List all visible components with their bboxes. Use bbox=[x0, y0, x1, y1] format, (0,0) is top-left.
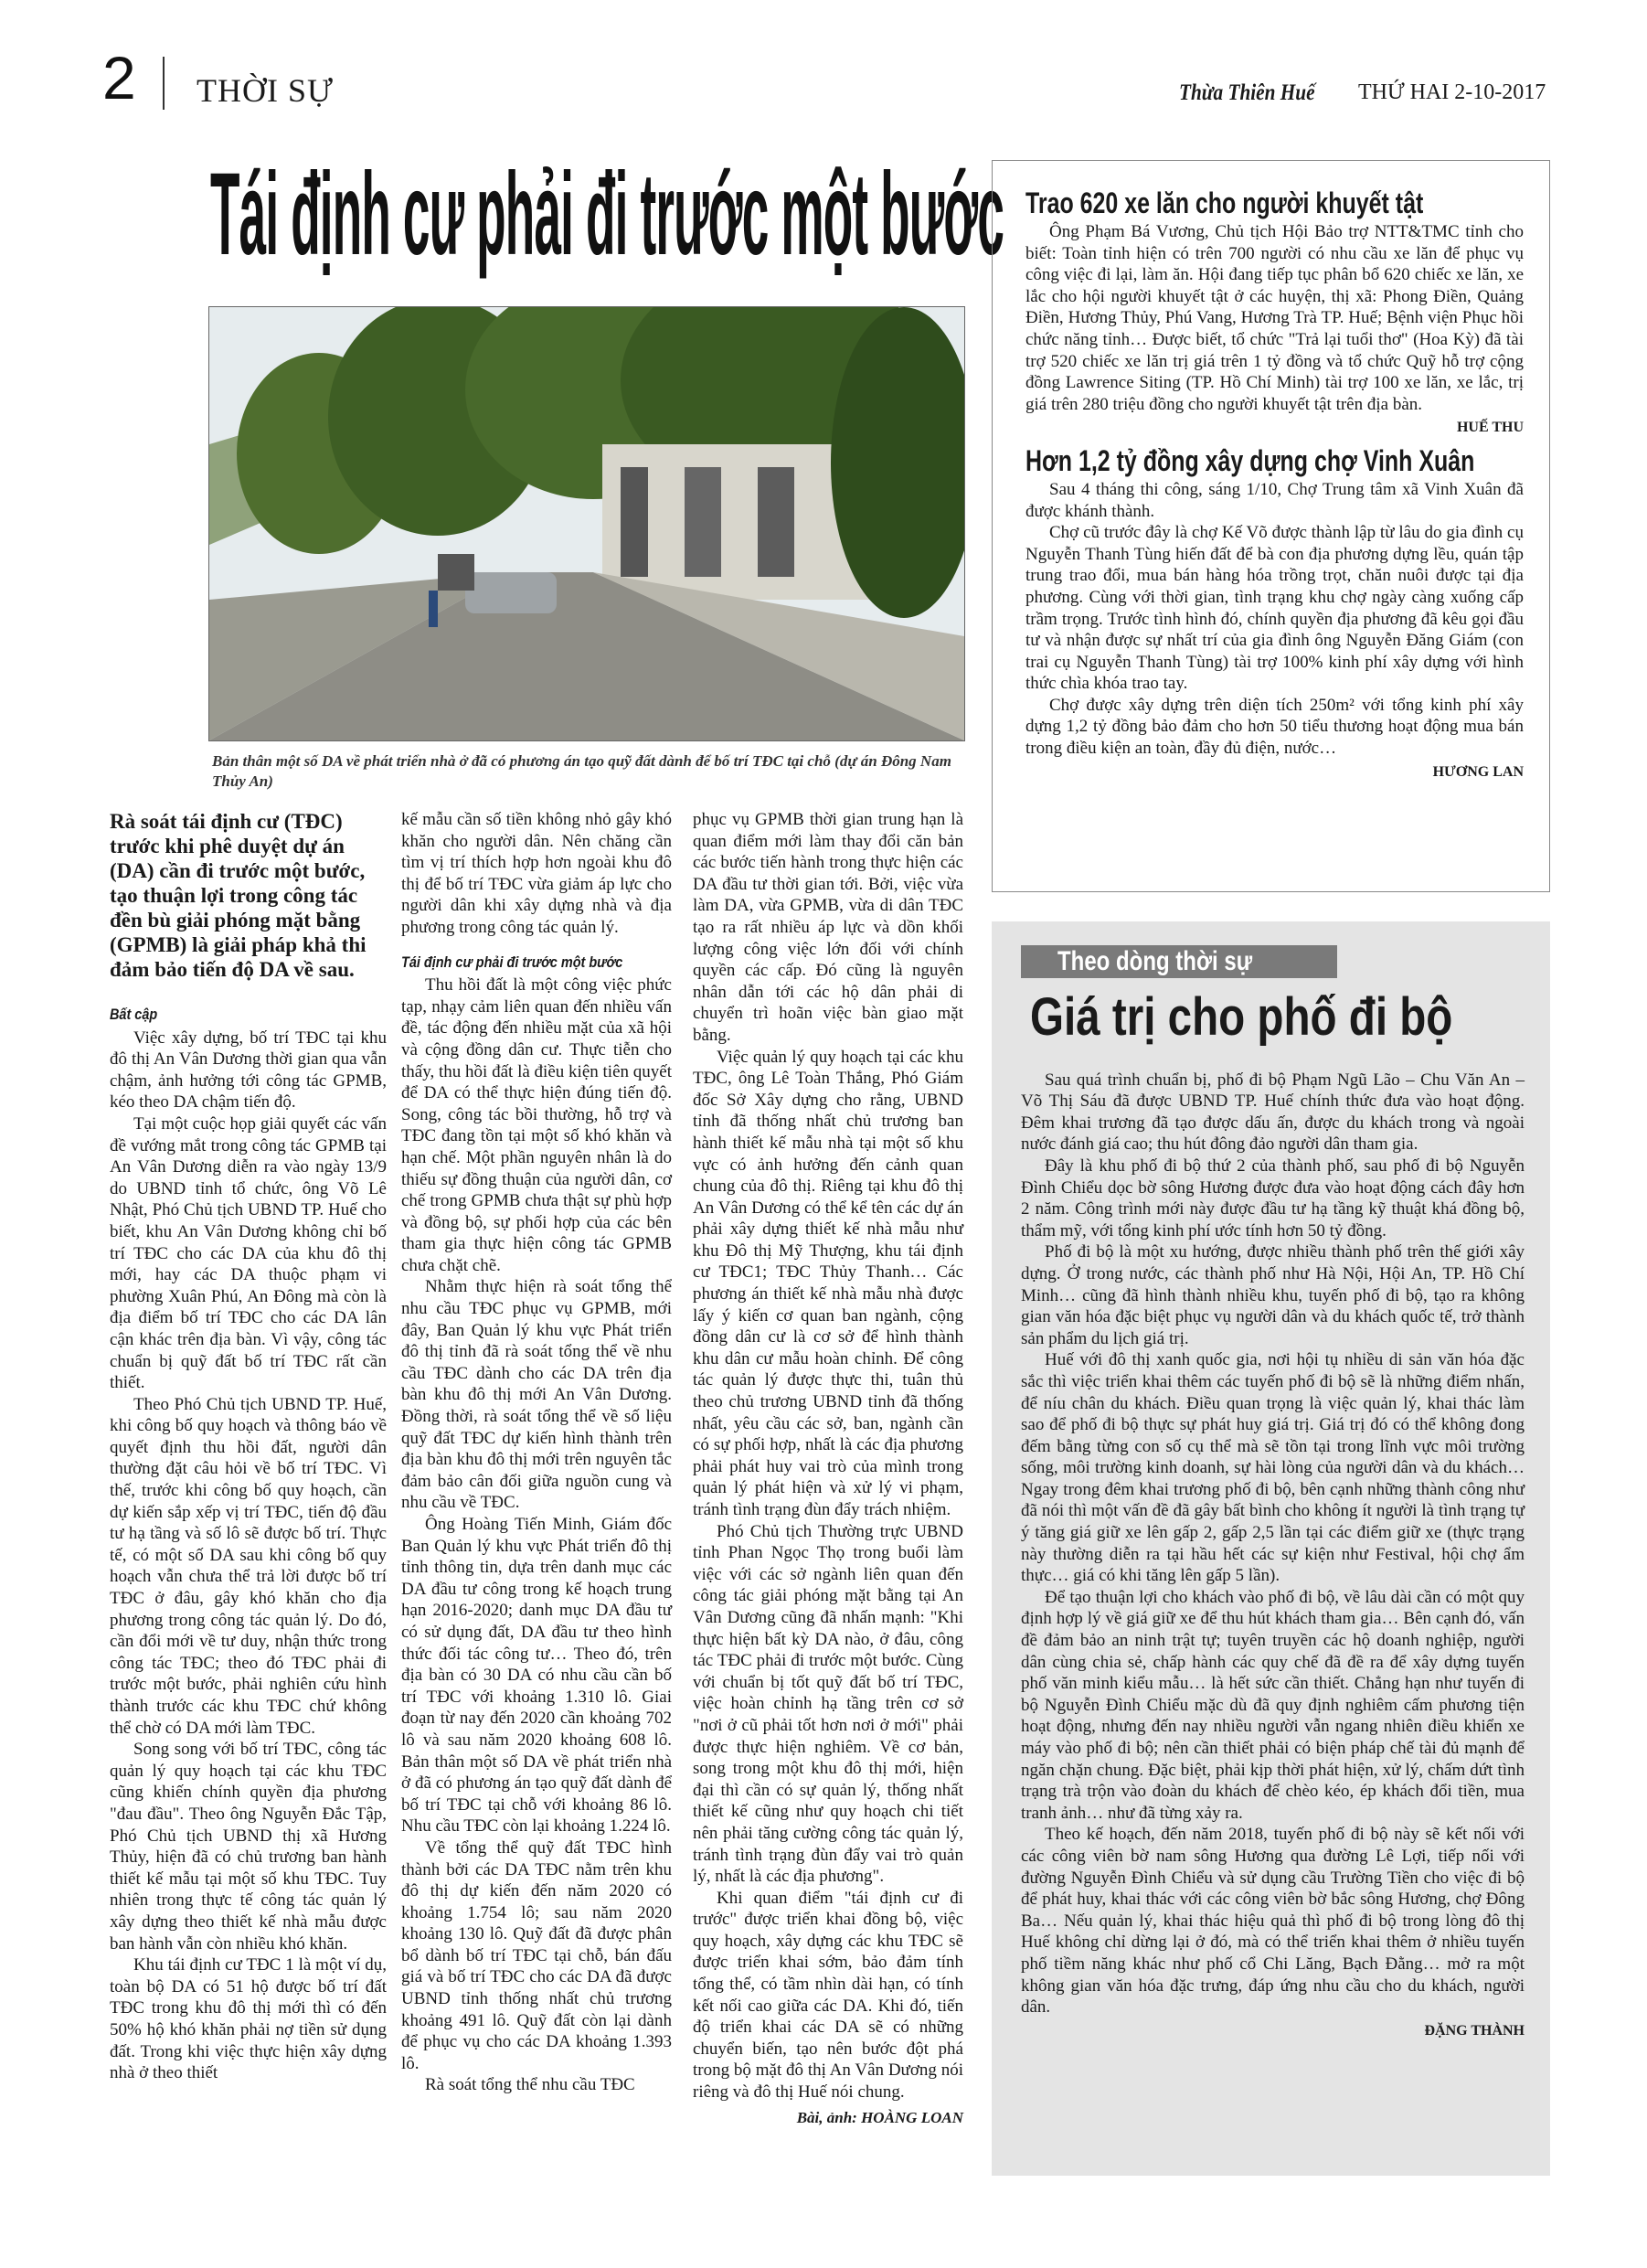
paragraph: Việc xây dựng, bố trí TĐC tại khu đô thị An Vân Dương thời gian qua vẫn chậm, ảnh hưởng tới công tác GPMB, kéo theo DA chậm tiến độ. bbox=[110, 1028, 387, 1113]
paragraph: Đây là khu phố đi bộ thứ 2 của thành phố, sau phố đi bộ Nguyễn Đình Chiểu dọc bờ sông Hương được đưa vào hoạt động cách đây hơn 2 năm. Công trình mới này được đầu tư hạ tầng kỹ thuật khá đồng bộ, thẩm mỹ, với tổng kinh phí ước tính hơn 50 tỷ đồng. bbox=[1021, 1155, 1525, 1240]
paragraph: Chợ cũ trước đây là chợ Kế Võ được thành lập từ lâu do gia đình cụ Nguyễn Thanh Tùng hiến đất để bà con địa phương dựng lều, quán tập trung trao đổi, mua bán hàng hóa trồng trọt, chăn nuôi được tại địa phương. Cùng với thời gian, tình trạng khu chợ ngày càng xuống cấp trầm trọng. Trước tình hình đó, chính quyền địa phương đã kêu gọi đầu tư và nhận được sự nhất trí của gia đình ông Nguyễn Đăng Giám (con trai cụ Nguyễn Thanh Tùng) tài trợ 100% kinh phí xây dựng với hình thức chìa khóa trao tay. bbox=[1025, 523, 1524, 694]
photo-caption: Bản thân một số DA về phát triển nhà ở đã có phương án tạo quỹ đất dành để bố trí TĐC tại chỗ (dự án Đông Nam Thủy An) bbox=[212, 752, 951, 790]
header-divider bbox=[163, 57, 165, 110]
banner-label: Theo dòng thời sự bbox=[1057, 946, 1253, 976]
article-byline: Bài, ảnh: HOÀNG LOAN bbox=[796, 2108, 963, 2126]
main-headline: Tái định cư phải đi trước một bước bbox=[210, 149, 1004, 280]
column-banner bbox=[1021, 945, 1337, 978]
paragraph: Sau quá trình chuẩn bị, phố đi bộ Phạm Ngũ Lão – Chu Văn An – Võ Thị Sáu đã được UBND TP. Huế chính thức đưa vào hoạt động. Đêm khai trương đã tạo được dấu ấn, được du khách trong và ngoài nước đánh giá cao; thu hút đông đảo người dân tham gia. bbox=[1021, 1070, 1525, 1155]
paragraph: Theo kế hoạch, đến năm 2018, tuyến phố đi bộ này sẽ kết nối với các công viên bờ nam sông Hương qua đường Lê Lợi, tiếp nối với đường Nguyễn Đình Chiểu và sử dụng cầu Trường Tiền cho việc đi bộ để phát huy, khai thác với các công viên bờ bắc sông Hương, chợ Đông Ba… Nếu quản lý, khai thác hiệu quả thì phố đi bộ trong lòng đô thị Huế không chỉ dừng lại ở đó, mà có thể triển khai thêm ở nhiều tuyến phố tiềm năng khác như phố cổ Chi Lăng, Bạch Đằng… mở ra một không gian văn hóa đặc trưng, đáp ứng nhu cầu cho du khách, người dân. bbox=[1021, 1825, 1525, 2018]
paragraph: Phố đi bộ là một xu hướng, được nhiều thành phố trên thế giới xây dựng. Ở trong nước, các thành phố như Hà Nội, Hội An, TP. Hồ Chí Minh… cũng đã hình thành nhiều khu, tuyến phố đi bộ, tạo ra không gian văn hóa đặc biệt phục vụ người dân và du khách quốc tế, trở thành sản phẩm du lịch giá trị. bbox=[1021, 1242, 1525, 1348]
article-lead: Rà soát tái định cư (TĐC) trước khi phê duyệt dự án (DA) cần đi trước một bước, tạo thuận lợi trong công tác đền bù giải phóng mặt bằng (GPMB) là giải pháp khả thi đảm bảo tiến độ DA về sau. bbox=[110, 810, 367, 981]
brief-title: Hơn 1,2 tỷ đồng xây dựng chợ Vinh Xuân bbox=[1025, 443, 1475, 477]
page-number: 2 bbox=[102, 44, 136, 112]
article-column-3 bbox=[693, 809, 963, 2128]
article-photo bbox=[208, 306, 965, 741]
opinion-byline: ĐẶNG THÀNH bbox=[1424, 2022, 1525, 2039]
paragraph: Về tổng thể quỹ đất TĐC hình thành bởi các DA TĐC nằm trên khu đô thị dự kiến đến năm 2020 có khoảng 1.754 lô; sau năm 2020 khoảng 130 lô. Quỹ đất đã được phân bổ dành bố trí TĐC tại chỗ, bán đấu giá và bố trí TĐC cho các DA đã được UBND tỉnh thống nhất chủ trương khoảng 491 lô. Quỹ đất còn lại dành để phục vụ cho các DA khoảng 1.393 lô. bbox=[401, 1837, 672, 2073]
subheading: Tái định cư phải đi trước một bước bbox=[401, 953, 623, 971]
paragraph: Huế với đô thị xanh quốc gia, nơi hội tụ nhiều di sản văn hóa đặc sắc thì việc triển khai thêm các tuyến phố đi bộ sẽ là những điểm nhấn, để níu chân du khách. Điều quan trọng là việc quản lý, khai thác làm sao để phố đi bộ thực sự phát huy giá trị. Giá trị đó có thể không đong đếm bằng từng con số cụ thể mà sẽ tồn tại trong lĩnh vực môi trường sống, môi trường kinh doanh, sự hài lòng của người dân và du khách… Ngay trong đêm khai trương phố đi bộ, bên cạnh những thành công như đã nói thì một vấn đề đã gây bất bình cho không ít người là tình trạng tự ý tăng giá giữ xe lên gấp 2, gấp 2,5 lần tại các điểm giữ xe (thực trạng này thường diễn ra tại hầu hết các sự kiện như Festival, hội chợ ẩm thực… giá có khi tăng lên gấp 5 lần). bbox=[1021, 1350, 1525, 1586]
news-briefs-box bbox=[992, 160, 1550, 892]
paragraph: Việc quản lý quy hoạch tại các khu TĐC, ông Lê Toàn Thắng, Phó Giám đốc Sở Xây dựng cho rằng, UBND tỉnh đã thống nhất chủ trương ban hành thiết kế mẫu nhà tại một số khu vực có ảnh hưởng đến cảnh quan chung của đô thị. Riêng tại khu đô thị An Vân Dương có thể kể tên các dự án phải xây dựng thiết kế nhà mẫu như khu Đô thị Mỹ Thượng, khu tái định cư TĐC1; TĐC Thủy Thanh… Các phương án thiết kế nhà mẫu nhà được lấy ý kiến cơ quan ban ngành, cộng đồng dân cư là cơ sở để hình thành khu dân cư mẫu hoàn chỉnh. Để công tác quản lý được thực thi, tuân thủ theo chủ trương UBND tỉnh đã thống nhất, yêu cầu các sở, ban, ngành cần có sự phối hợp, nhất là các địa phương phải phát huy vai trò của mình trong quản lý phát hiện và xử lý vi phạm, tránh tình trạng đùn đẩy trách nhiệm. bbox=[693, 1047, 963, 1519]
paragraph: Ông Hoàng Tiến Minh, Giám đốc Ban Quản lý khu vực Phát triển đô thị tỉnh thông tin, dựa trên danh mục các DA đầu tư công trong kế hoạch trung hạn 2016-2020; danh mục DA đầu tư có sử dụng đất, DA đầu tư theo hình thức đối tác công tư… Theo đó, trên địa bàn có 30 DA có nhu cầu cần bố trí TĐC với khoảng 1.310 lô. Giai đoạn từ nay đến 2020 cần khoảng 702 lô và sau năm 2020 khoảng 608 lô. Bản thân một số DA về phát triển nhà ở đã có phương án tạo quỹ đất dành để bố trí TĐC tại chỗ với khoảng 86 lô. Nhu cầu TĐC còn lại khoảng 1.224 lô. bbox=[401, 1515, 672, 1837]
paragraph: Chợ được xây dựng trên diện tích 250m² với tổng kinh phí xây dựng 1,2 tỷ đồng bảo đảm cho hơn 50 tiểu thương hoạt động mua bán trong điều kiện an toàn, đầy đủ điện, nước… bbox=[1025, 695, 1524, 759]
brief-title: Trao 620 xe lăn cho người khuyết tật bbox=[1025, 186, 1424, 219]
issue-date: THỨ HAI 2-10-2017 bbox=[1358, 80, 1546, 104]
paragraph: Theo Phó Chủ tịch UBND TP. Huế, khi công bố quy hoạch và thông báo về quyết định thu hồi đất, người dân thường đặt câu hỏi về bố trí TĐC. Vì thế, trước khi công bố quy hoạch, cần dự kiến sắp xếp vị trí TĐC, tiến độ đầu tư hạ tầng và số lô sẽ được bố trí. Thực tế, có một số DA sau khi công bố quy hoạch vẫn chưa thể trả lời được bố trí TĐC ở đâu, gây khó khăn cho địa phương trong công tác quản lý. Do đó, cần đổi mới về tư duy, nhận thức trong công tác TĐC; theo đó TĐC phải đi trước một bước, phải nghiên cứu hình thành trước các khu TĐC chứ không thể chờ có DA mới làm TĐC. bbox=[110, 1394, 387, 1738]
opinion-box bbox=[992, 921, 1550, 2176]
paragraph: Phó Chủ tịch Thường trực UBND tỉnh Phan Ngọc Thọ trong buổi làm việc với các sở ngành liên quan đến công tác giải phóng mặt bằng tại An Vân Dương cũng đã nhấn mạnh: "Khi thực hiện bất kỳ DA nào, ở đâu, công tác TĐC phải đi trước một bước. Cùng với chuẩn bị tốt quỹ đất bố trí TĐC, việc hoàn chỉnh hạ tầng trên cơ sở "nơi ở cũ phải tốt hơn nơi ở mới" phải được thực hiện nghiêm. Về cơ bản, song trong một khu đô thị mới, hiện đại thì cần có sự quản lý, thống nhất thiết kế cũng như quy hoạch chi tiết nên phải tăng cường công tác quản lý, tránh tình trạng đùn đẩy vai trò quản lý, nhất là các địa phương". bbox=[693, 1521, 963, 1887]
paragraph: Nhằm thực hiện rà soát tổng thể nhu cầu TĐC phục vụ GPMB, mới đây, Ban Quản lý khu vực Phát triển đô thị tỉnh đã rà soát tổng thể về nhu cầu TĐC dành cho các DA trên địa bàn khu đô thị mới An Vân Dương. Đồng thời, rà soát tổng thể về số liệu quỹ đất TĐC dự kiến hình thành trên địa bàn khu đô thị mới trên nguyên tắc đảm bảo cân đối giữa nguồn cung và nhu cầu về TĐC. bbox=[401, 1277, 672, 1513]
paragraph: Ông Phạm Bá Vương, Chủ tịch Hội Bảo trợ NTT&TMC tỉnh cho biết: Toàn tỉnh hiện có trên 700 người có nhu cầu xe lăn để phục vụ công việc đi lại, làm ăn. Hội đang tiếp tục phân bổ 620 chiếc xe lăn, xe lắc cho hội người khuyết tật ở các huyện, thị xã: Phong Điền, Quảng Điền, Hương Thủy, Phú Vang, Hương Trà TP. Huế; Bệnh viện Phục hồi chức năng tỉnh… Được biết, tổ chức "Trả lại tuổi thơ" (Hoa Kỳ) đã tài trợ 520 chiếc xe lăn trị giá trên 1 tỷ đồng và tổ chức Quỹ hỗ trợ cộng đồng Lawrence Siting (TP. Hồ Chí Minh) tài trợ 100 xe lăn, xe lắc, trị giá trên 280 triệu đồng cho người khuyết tật trên địa bàn. bbox=[1025, 222, 1524, 414]
paragraph: Khi quan điểm "tái định cư đi trước" được triển khai đồng bộ, việc quy hoạch, xây dựng các khu TĐC sẽ được triển khai sớm, bảo đảm tính tổng thể, có tầm nhìn dài hạn, có tính kết nối cao giữa các DA. Khi đó, tiến độ triển khai các DA sẽ có những chuyển biến, tạo nên bước đột phá trong bộ mặt đô thị An Vân Dương nói riêng và đô thị Huế nói chung. bbox=[693, 1888, 963, 2103]
paragraph: Tại một cuộc họp giải quyết các vấn đề vướng mắt trong công tác GPMB tại An Vân Dương diễn ra vào ngày 13/9 do UBND tỉnh tổ chức, ông Võ Lê Nhật, Phó Chủ tịch UBND TP. Huế cho biết, khu An Vân Dương không chỉ bố trí TĐC cho các DA của khu đô thị mới, hay các DA thuộc phạm vi phường Xuân Phú, An Đông mà còn là địa điểm bố trí TĐC cho các DA lân cận khác trên địa bàn. Vì vậy, công tác chuẩn bị quỹ đất bố trí TĐC rất cần thiết. bbox=[110, 1113, 387, 1393]
paragraph: kế mẫu cần số tiền không nhỏ gây khó khăn cho người dân. Nên chăng cần tìm vị trí thích hợp hơn ngoài khu đô thị để bố trí TĐC vừa giảm áp lực cho người dân khi xây dựng nhà và địa phương trong công tác quản lý. bbox=[401, 810, 672, 937]
paragraph: Song song với bố trí TĐC, công tác quản lý quy hoạch tại các khu TĐC cũng khiến chính quyền địa phương "đau đầu". Theo ông Nguyễn Đắc Tập, Phó Chủ tịch UBND thị xã Hương Thủy, hiện đã có chủ trương ban hành thiết kế mẫu tại một số khu TĐC. Tuy nhiên trong thực tế công tác quản lý xây dựng theo thiết kế nhà mẫu được ban hành vẫn còn nhiều khó khăn. bbox=[110, 1740, 387, 1954]
paragraph: Rà soát tổng thể nhu cầu TĐC bbox=[425, 2075, 635, 2095]
paragraph: Thu hồi đất là một công việc phức tạp, nhạy cảm liên quan đến nhiều vấn đề, tác động đến nhiều mặt của xã hội và cộng đồng dân cư. Thực tiễn cho thấy, thu hồi đất là điều kiện tiên quyết để DA có thể thực hiện đúng tiến độ. Song, công tác bồi thường, hỗ trợ và TĐC đang tồn tại một số khó khăn và hạn chế. Một phần nguyên nhân là do thiếu sự đồng thuận của người dân, cơ chế trong GPMB chưa thật sự phù hợp và đồng bộ, sự phối hợp của các bên tham gia thực hiện công tác GPMB chưa chặt chẽ. bbox=[401, 975, 672, 1275]
opinion-title: Giá trị cho phố đi bộ bbox=[1030, 986, 1453, 1047]
paragraph: Sau 4 tháng thi công, sáng 1/10, Chợ Trung tâm xã Vinh Xuân đã được khánh thành. bbox=[1025, 479, 1524, 521]
street-scene-image bbox=[209, 307, 964, 740]
paragraph: Để tạo thuận lợi cho khách vào phố đi bộ, về lâu dài cần có một quy định hợp lý về giá giữ xe để thu hút khách tham gia… Bên cạnh đó, vấn đề đảm bảo an ninh trật tự; tuyên truyền các hộ doanh nghiệp, người dân cùng chia sẻ, chấp hành các quy chế đã đề ra để xây dựng tuyến phố văn minh kiểu mẫu… là hết sức cần thiết. Chẳng hạn như tuyến đi bộ Nguyễn Đình Chiểu mặc dù đã quy định nghiêm cấm phương tiện hoạt động, nhưng đến nay nhiều người vẫn ngang nhiên điều khiển xe máy vào phố đi bộ; nên cần thiết phải có biện pháp chế tài đủ mạnh để ngăn chặn chung. Đặc biệt, phải kịp thời phát hiện, xử lý, chấm dứt tình trạng trà trộn vào đoàn du khách để chèo kéo, ép khách đổi tiền, mua tranh ảnh… như đã từng xảy ra. bbox=[1021, 1587, 1525, 1823]
paragraph: phục vụ GPMB thời gian trung hạn là quan điểm mới làm thay đổi căn bản các bước tiến hành trong thực hiện các DA đầu tư thời gian tới. Bởi, việc vừa làm DA, vừa GPMB, vừa di dân TĐC tạo ra rất nhiều áp lực và dồn khối lượng công việc lớn đối với chính quyền các cấp. Đó cũng là nguyên nhân dẫn tới các hộ dân phải di chuyển trì hoãn việc bàn giao mặt bằng. bbox=[693, 810, 963, 1045]
brief-byline: HƯƠNG LAN bbox=[1432, 763, 1524, 780]
article-column-2 bbox=[401, 809, 672, 2096]
paragraph: Khu tái định cư TĐC 1 là một ví dụ, toàn bộ DA có 51 hộ được bố trí đất TĐC trong khu đô thị mới thì có đến 50% hộ khó khăn phải nợ tiền sử dụng đất. Trong khi việc thực hiện xây dựng nhà ở theo thiết bbox=[110, 1955, 387, 2083]
subheading: Bất cập bbox=[110, 1006, 158, 1023]
section-title: THỜI SỰ bbox=[197, 72, 334, 109]
article-column-1 bbox=[110, 809, 387, 2084]
brief-byline: HUẾ THU bbox=[1456, 420, 1524, 436]
newspaper-name: Thừa Thiên Huế bbox=[1179, 80, 1315, 105]
